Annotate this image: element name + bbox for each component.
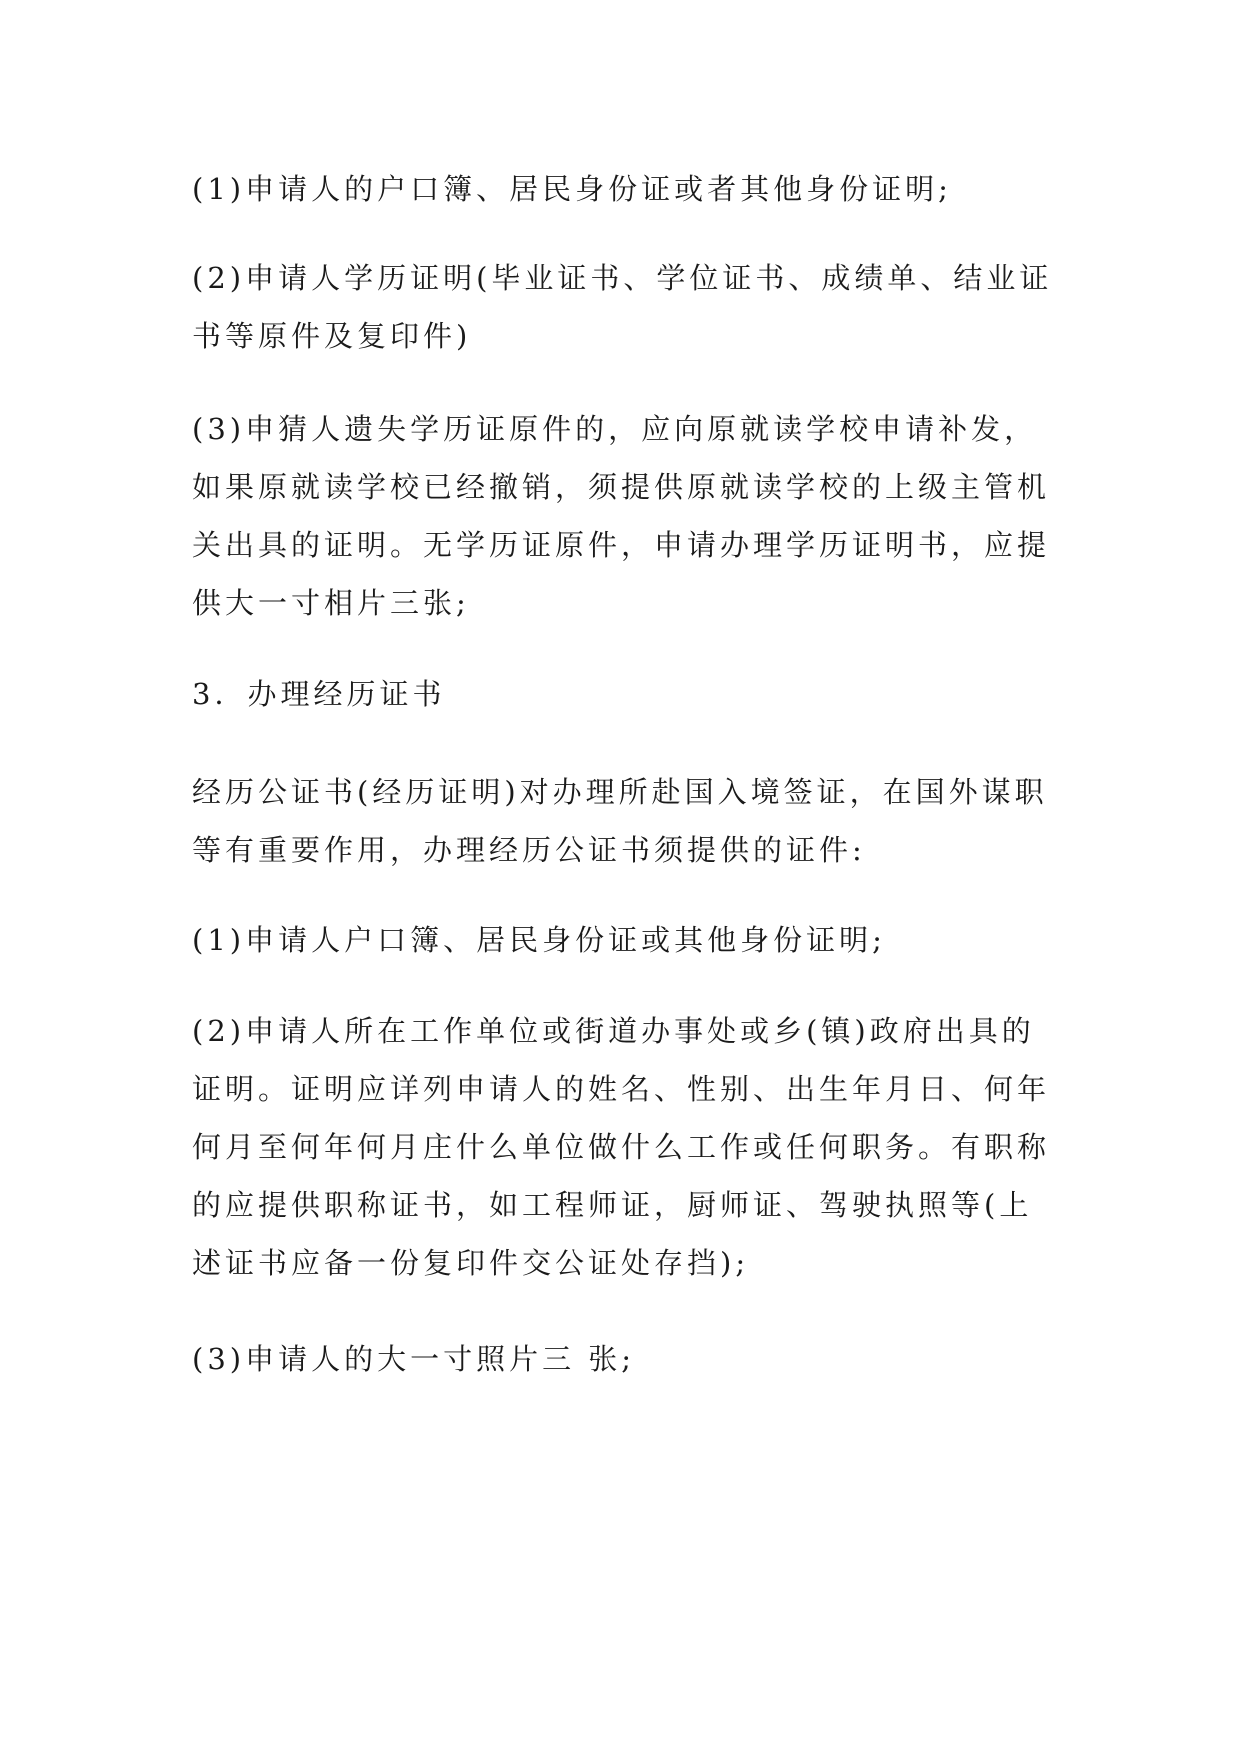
text-line: (2)申请人所在工作单位或街道办事处或乡(镇)政府出具的 xyxy=(192,1014,1035,1048)
text-line: 述证书应备一份复印件交公证处存挡); xyxy=(192,1246,750,1280)
paragraph-id-documents xyxy=(192,160,1062,218)
text-line: 如果原就读学校已经撤销，须提供原就读学校的上级主管机 xyxy=(192,470,1051,504)
text-line: 关出具的证明。无学历证原件，申请办理学历证明书，应提 xyxy=(192,528,1051,562)
text-line: 经历公证书(经历证明)对办理所赴国入境签证，在国外谋职 xyxy=(192,775,1048,809)
text-line: 供大一寸相片三张; xyxy=(192,586,470,620)
text-line: (1)申请人的户口簿、居民身份证或者其他身份证明; xyxy=(192,172,952,206)
paragraph-education-proof xyxy=(192,249,1062,365)
text-line: 等有重要作用，办理经历公证书须提供的证件: xyxy=(192,833,866,867)
paragraph-experience-intro xyxy=(192,763,1062,879)
section-heading-experience-certificate xyxy=(192,665,1062,723)
text-line: (3)申猜人遗失学历证原件的，应向原就读学校申请补发， xyxy=(192,412,1038,446)
text-line: 的应提供职称证书，如工程师证，厨师证、驾驶执照等(上 xyxy=(192,1188,1033,1222)
text-line: 证明。证明应详列申请人的姓名、性别、出生年月日、何年 xyxy=(192,1072,1051,1106)
text-line: 何月至何年何月庄什么单位做什么工作或任何职务。有职称 xyxy=(192,1130,1051,1164)
text-line: 书等原件及复印件) xyxy=(192,319,472,353)
text-line: (2)申请人学历证明(毕业证书、学位证书、成绩单、结业证 xyxy=(192,261,1053,295)
text-line: (3)申请人的大一寸照片三 张; xyxy=(192,1342,636,1376)
paragraph-lost-certificate xyxy=(192,400,1062,632)
paragraph-experience-id-documents xyxy=(192,911,1062,969)
text-line: 3．办理经历证书 xyxy=(192,677,446,711)
paragraph-photos xyxy=(192,1330,1062,1388)
paragraph-employer-proof xyxy=(192,1002,1062,1292)
text-line: (1)申请人户口簿、居民身份证或其他身份证明; xyxy=(192,923,886,957)
